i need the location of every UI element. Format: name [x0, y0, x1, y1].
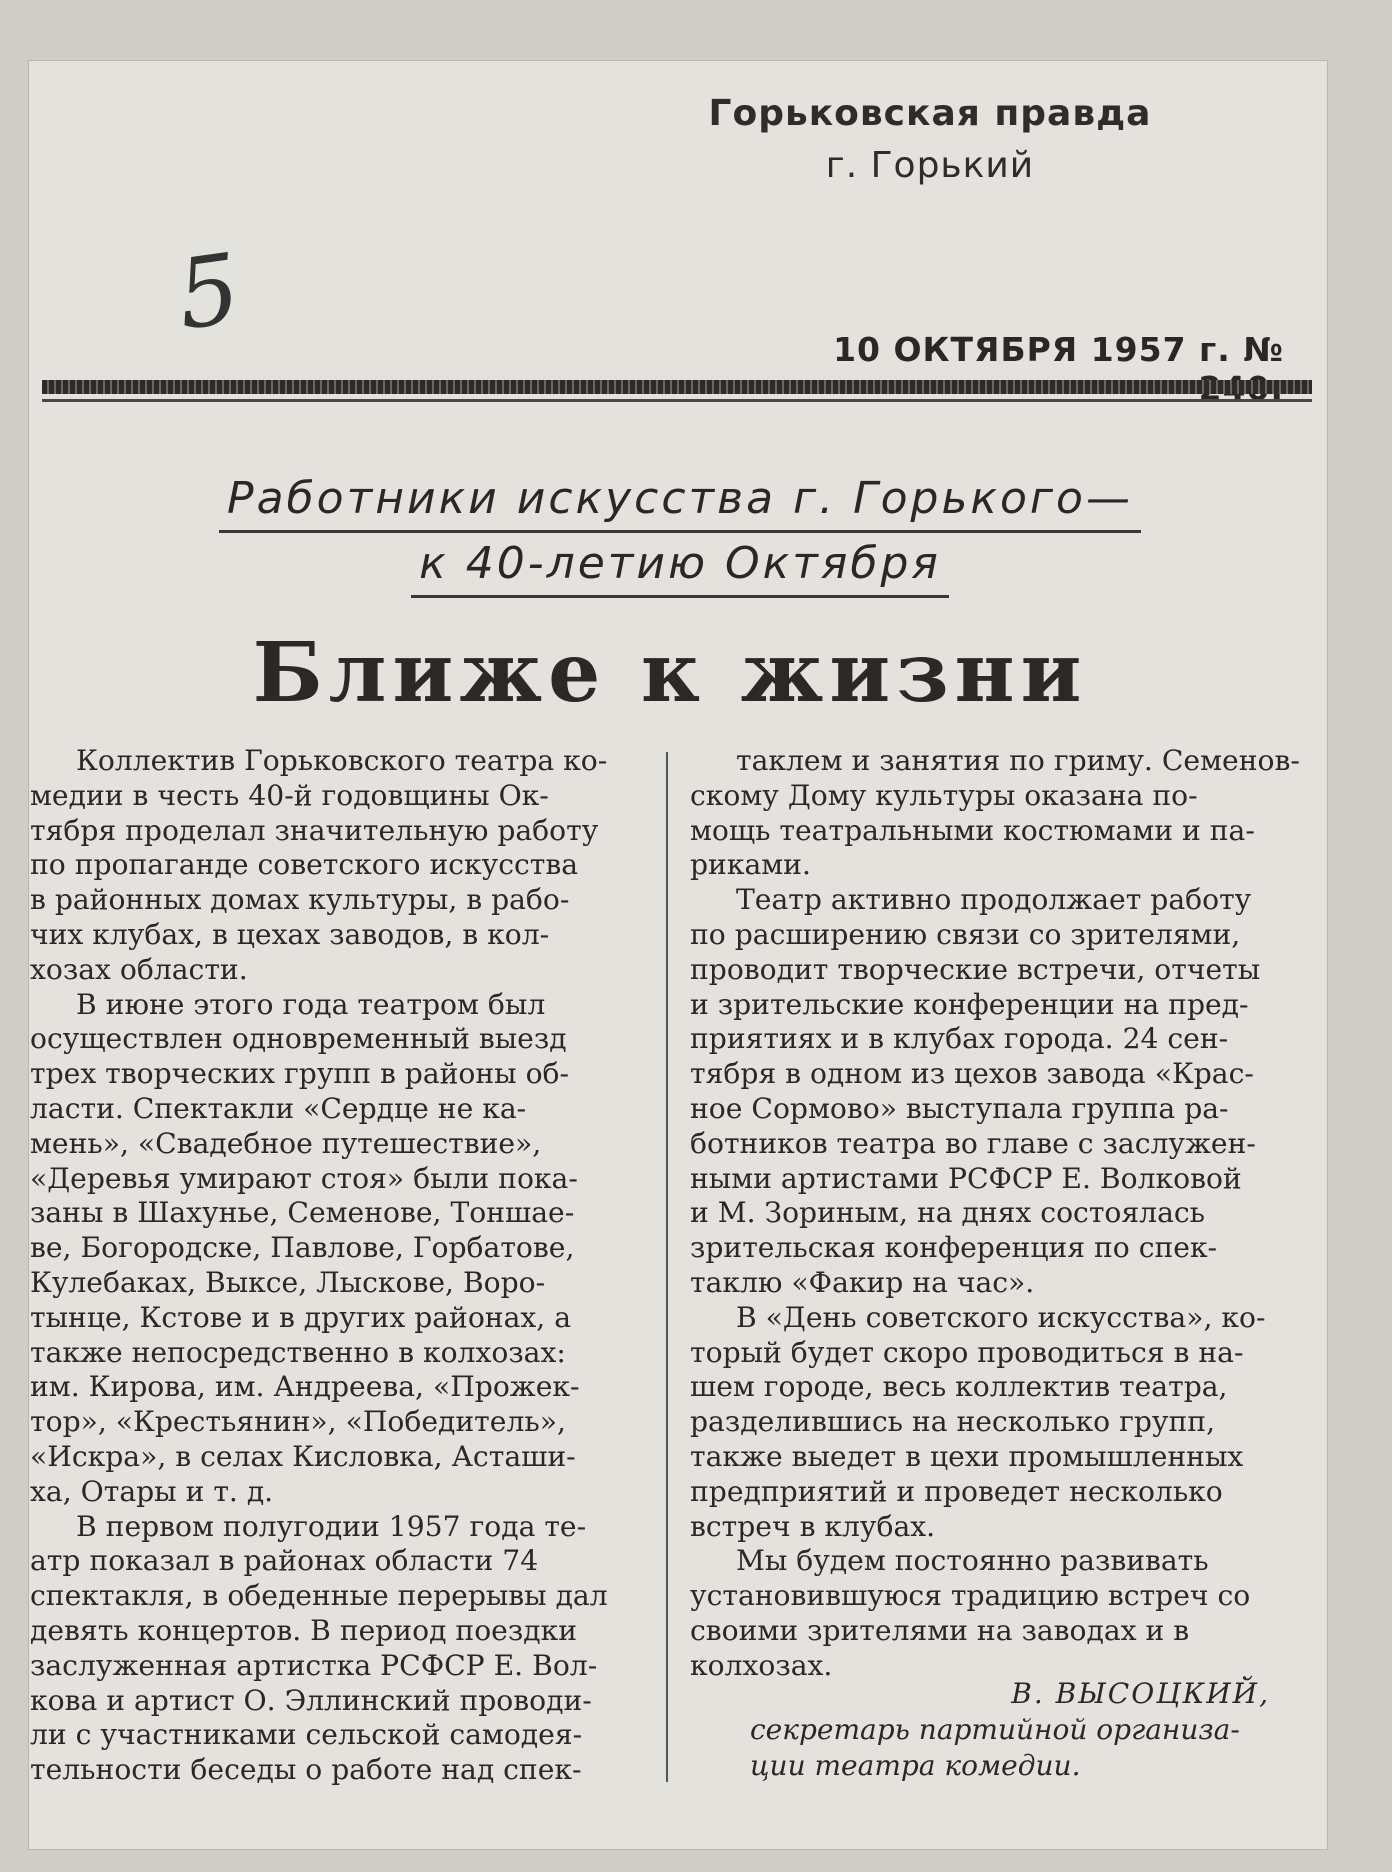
- text-line: девять концертов. В период поездки: [30, 1613, 577, 1647]
- text-line: чих клубах, в цехах заводов, в кол-: [30, 917, 550, 951]
- paragraph: [690, 1301, 1308, 1545]
- handwritten-number: 5: [170, 232, 247, 352]
- text-line: ли с участниками сельской самодея-: [30, 1718, 583, 1752]
- text-line: «Искра», в селах Кисловка, Асташи-: [30, 1439, 576, 1473]
- article-left-column: [30, 744, 648, 1788]
- text-line: встреч в клубах.: [690, 1509, 936, 1543]
- paragraph: [690, 1544, 1308, 1683]
- text-line: предприятий и проведет несколько: [690, 1474, 1223, 1508]
- text-line: спектакля, в обеденные перерывы дал: [30, 1579, 608, 1613]
- article-headline: Ближе к жизни: [252, 625, 1088, 721]
- text-line: таклю «Факир на час».: [690, 1265, 1035, 1299]
- author-role: секретарь партийной организа-: [750, 1713, 1240, 1746]
- text-line: приятиях и в клубах города. 24 сен-: [690, 1022, 1229, 1056]
- text-line: медии в честь 40-й годовщины Ок-: [30, 778, 549, 812]
- text-line: также выедет в цехи промышленных: [690, 1439, 1244, 1473]
- text-line: ное Сормово» выступала группа ра-: [690, 1091, 1229, 1125]
- text-line: зрительская конференция по спек-: [690, 1231, 1218, 1265]
- text-line: им. Кирова, им. Андреева, «Прожек-: [30, 1370, 580, 1404]
- newspaper-name: Горьковская правда: [708, 93, 1152, 134]
- paragraph: [30, 988, 648, 1510]
- text-line: мощь театральными костюмами и па-: [690, 813, 1255, 847]
- text-line: осуществлен одновременный выезд: [30, 1022, 567, 1056]
- text-line: трех творческих групп в районы об-: [30, 1057, 570, 1091]
- paragraph: [30, 744, 648, 988]
- text-line: тельности беседы о работе над спек-: [30, 1753, 582, 1787]
- text-line: и М. Зориным, на днях состоялась: [690, 1196, 1206, 1230]
- newspaper-city: г. Горький: [825, 145, 1035, 186]
- text-line: тынце, Кстове и в других районах, а: [30, 1300, 572, 1334]
- text-line: шем городе, весь коллектив театра,: [690, 1370, 1228, 1404]
- text-line: В первом полугодии 1957 года те-: [76, 1509, 587, 1543]
- text-line: Коллектив Горьковского театра ко-: [76, 744, 608, 777]
- paragraph: [690, 744, 1308, 883]
- text-line: ве, Богородске, Павлове, Горбатове,: [30, 1231, 575, 1265]
- text-line: риками.: [690, 848, 811, 882]
- text-line: ха, Отары и т. д.: [30, 1474, 274, 1508]
- text-line: ботников театра во главе с заслужен-: [690, 1126, 1256, 1160]
- text-line: установившуюся традицию встреч со: [690, 1579, 1251, 1613]
- text-line: В июне этого года театром был: [76, 987, 546, 1021]
- text-line: В «День советского искусства», ко-: [736, 1300, 1266, 1334]
- article-right-column: [690, 744, 1308, 1684]
- text-line: проводит творческие встречи, отчеты: [690, 952, 1261, 986]
- text-line: тября проделал значительную работу: [30, 813, 599, 847]
- text-line: Кулебаках, Выксе, Лыскове, Воро-: [30, 1265, 546, 1299]
- rubric-line-2: к 40-летию Октября: [411, 533, 949, 598]
- text-line: своими зрителями на заводах и в: [690, 1613, 1190, 1647]
- text-line: заслуженная артистка РСФСР Е. Вол-: [30, 1648, 598, 1682]
- masthead-rule-thin: [42, 399, 1312, 402]
- article-signature: [690, 1676, 1270, 1784]
- column-divider: [666, 752, 668, 1782]
- text-line: по пропаганде советского искусства: [30, 848, 579, 882]
- text-line: мень», «Свадебное путешествие»,: [30, 1126, 542, 1160]
- masthead-stamp: [700, 88, 1160, 192]
- text-line: хозах области.: [30, 952, 248, 986]
- paragraph: [30, 1510, 648, 1788]
- author-role: ции театра комедии.: [750, 1749, 1081, 1782]
- text-line: заны в Шахунье, Семенове, Тоншае-: [30, 1196, 575, 1230]
- text-line: в районных домах культуры, в рабо-: [30, 883, 570, 917]
- rubric-line-1: Работники искусства г. Горького—: [219, 468, 1141, 533]
- text-line: ными артистами РСФСР Е. Волковой: [690, 1161, 1242, 1195]
- text-line: торый будет скоро проводиться в на-: [690, 1335, 1244, 1369]
- text-line: и зрительские конференции на пред-: [690, 987, 1249, 1021]
- issue-dateline: 10 ОКТЯБРЯ 1957 г. №: [833, 330, 1284, 369]
- author-name: В. ВЫСОЦКИЙ,: [1011, 1677, 1270, 1710]
- text-line: колхозах.: [690, 1648, 833, 1682]
- text-line: таклем и занятия по гриму. Семенов-: [736, 744, 1300, 777]
- text-line: тор», «Крестьянин», «Победитель»,: [30, 1405, 566, 1439]
- text-line: разделившись на несколько групп,: [690, 1405, 1216, 1439]
- text-line: ласти. Спектакли «Сердце не ка-: [30, 1091, 527, 1125]
- rubric: [200, 468, 1160, 598]
- text-line: скому Дому культуры оказана по-: [690, 778, 1198, 812]
- text-line: кова и артист О. Эллинский проводи-: [30, 1683, 592, 1717]
- text-line: Театр активно продолжает работу: [736, 883, 1252, 917]
- text-line: «Деревья умирают стоя» были пока-: [30, 1161, 578, 1195]
- text-line: также непосредственно в колхозах:: [30, 1335, 566, 1369]
- text-line: Мы будем постоянно развивать: [736, 1544, 1209, 1578]
- text-line: тября в одном из цехов завода «Крас-: [690, 1057, 1254, 1091]
- text-line: атр показал в районах области 74: [30, 1544, 539, 1578]
- text-line: по расширению связи со зрителями,: [690, 917, 1241, 951]
- paragraph: [690, 883, 1308, 1301]
- masthead-rule: [42, 380, 1312, 394]
